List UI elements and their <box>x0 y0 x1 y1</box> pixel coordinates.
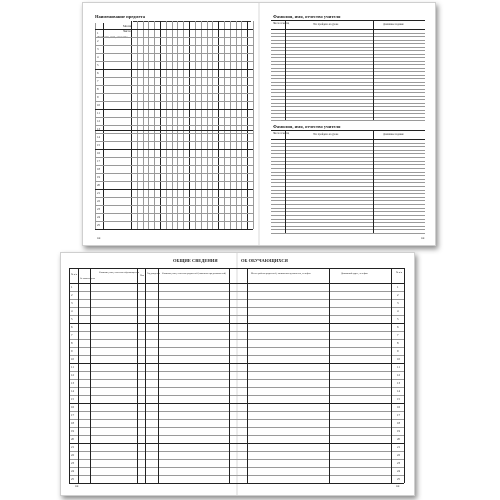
row-number: 24 <box>397 468 400 473</box>
grid-hline <box>271 43 425 44</box>
row-number: 9 <box>97 94 99 99</box>
row-number: 19 <box>71 428 74 433</box>
table-top <box>271 20 425 21</box>
row-number: 21 <box>97 190 100 195</box>
home-address-header: Домашний адрес, телефон <box>341 272 368 275</box>
row-number: 14 <box>71 388 74 393</box>
page-number-right: xx <box>421 236 425 240</box>
page-number-left: xx <box>75 484 79 488</box>
grid-hline <box>69 435 404 436</box>
grid-hline <box>95 149 253 150</box>
grid-split <box>95 126 253 131</box>
grid-hline <box>271 50 425 51</box>
row-number: 17 <box>397 412 400 417</box>
table-column-border <box>137 268 138 483</box>
grid-vline <box>253 21 254 229</box>
grid-hline <box>271 75 425 76</box>
grid-hline <box>95 141 253 142</box>
grid-hline <box>271 219 425 220</box>
grid-hline <box>271 175 425 176</box>
grid-hline <box>271 117 425 118</box>
row-number: 17 <box>71 412 74 417</box>
table-column-border <box>158 268 159 483</box>
grid-hline <box>95 101 253 102</box>
row-number: 9 <box>397 348 399 353</box>
grid-hline <box>95 133 253 134</box>
row-number: 19 <box>397 428 400 433</box>
row-number: 9 <box>71 348 73 353</box>
grid-hline <box>95 77 253 78</box>
row-number: 8 <box>71 340 73 345</box>
row-number: 1 <box>97 30 99 35</box>
table-column-border <box>229 268 230 483</box>
grid-hline <box>271 33 425 34</box>
row-number: 23 <box>97 206 100 211</box>
grid-hline <box>271 197 425 198</box>
row-number: 21 <box>71 444 74 449</box>
row-number: 11 <box>397 364 400 369</box>
teacher-title-2: Фамилия, имя, отчество учителя <box>273 124 341 129</box>
row-number: 10 <box>71 356 74 361</box>
row-number: 22 <box>97 198 100 203</box>
row-number: 7 <box>97 78 99 83</box>
grid-hline <box>271 57 425 58</box>
row-number: 24 <box>71 468 74 473</box>
row-number: 5 <box>97 62 99 67</box>
grid-hline <box>95 29 253 30</box>
grid-hline <box>95 109 253 110</box>
row-number: 24 <box>97 214 100 219</box>
row-number: 15 <box>97 142 100 147</box>
grid-hline <box>95 157 253 158</box>
grid-hline <box>271 193 425 194</box>
row-number: 13 <box>397 380 400 385</box>
row-number: 6 <box>97 70 99 75</box>
row-number: 8 <box>97 86 99 91</box>
row-number: 3 <box>397 300 399 305</box>
grid-hline <box>271 172 425 173</box>
table-column-border <box>69 268 70 483</box>
grid-hline <box>271 229 425 230</box>
grid-hline <box>69 339 404 340</box>
grid-hline <box>95 37 253 38</box>
row-number: 22 <box>71 452 74 457</box>
row-number: 21 <box>397 444 400 449</box>
row-number: 12 <box>397 372 400 377</box>
date-column-border <box>285 130 286 233</box>
table-column-border <box>391 268 392 483</box>
row-number: 25 <box>97 222 100 227</box>
row-number: 19 <box>97 174 100 179</box>
grid-hline <box>271 106 425 107</box>
row-number: 14 <box>397 388 400 393</box>
grid-hline <box>271 78 425 79</box>
row-number: 2 <box>397 292 399 297</box>
row-number: 16 <box>97 150 100 155</box>
grid-hline <box>69 291 404 292</box>
grid-hline <box>95 117 253 118</box>
subject-underline <box>133 21 251 22</box>
grid-hline <box>95 205 253 206</box>
row-number: 20 <box>71 436 74 441</box>
grid-hline <box>69 419 404 420</box>
grid-hline <box>69 427 404 428</box>
grid-hline <box>95 197 253 198</box>
grid-hline <box>95 181 253 182</box>
grid-hline <box>95 85 253 86</box>
grid-hline <box>271 120 425 121</box>
row-number: 4 <box>71 308 73 313</box>
row-number: 16 <box>397 404 400 409</box>
grid-hline <box>271 99 425 100</box>
grid-hline <box>271 211 425 212</box>
table-header-bottom <box>271 139 425 140</box>
grid-hline <box>69 315 404 316</box>
row-number: 2 <box>97 38 99 43</box>
grid-hline <box>95 213 253 214</box>
grid-hline <box>69 307 404 308</box>
grid-hline <box>271 168 425 169</box>
grid-hline <box>271 146 425 147</box>
grid-hline <box>271 40 425 41</box>
page-number-left: xx <box>97 236 101 240</box>
grid-hline <box>271 186 425 187</box>
grid-hline <box>69 347 404 348</box>
homework-column-header-2: Домашнее задание <box>383 133 404 136</box>
gender-header: Пол <box>140 274 145 277</box>
table-header-bottom <box>271 29 425 30</box>
page-number-right: xx <box>396 484 400 488</box>
grid-hline <box>271 96 425 97</box>
journal-spread-bottom <box>60 252 415 496</box>
grid-hline <box>95 45 253 46</box>
table-column-border <box>404 268 405 483</box>
grid-hline <box>271 182 425 183</box>
grid-hline <box>271 226 425 227</box>
grid-hline <box>69 363 404 364</box>
grid-hline <box>271 200 425 201</box>
grid-hline <box>271 36 425 37</box>
row-number: 13 <box>97 126 100 131</box>
grid-hline <box>69 451 404 452</box>
table-header-bottom <box>69 283 404 284</box>
row-number: 4 <box>397 308 399 313</box>
row-number: 18 <box>71 420 74 425</box>
topic-column-border <box>373 130 374 233</box>
row-number: 1 <box>71 284 73 289</box>
grid-hline <box>69 387 404 388</box>
grid-hline <box>69 475 404 476</box>
row-number: 25 <box>397 476 400 481</box>
general-info-title: ОБЩИЕ СВЕДЕНИЯ <box>173 258 218 263</box>
row-number: 11 <box>71 364 74 369</box>
grid-hline <box>271 113 425 114</box>
topic-column-border <box>373 20 374 120</box>
grid-hline <box>95 221 253 222</box>
row-number: 8 <box>397 340 399 345</box>
grid-hline <box>271 233 425 234</box>
table-column-border <box>78 268 79 483</box>
table-column-border <box>329 268 330 483</box>
row-number: 5 <box>71 316 73 321</box>
homework-column-header-1: Домашнее задание <box>383 23 404 26</box>
row-number: 18 <box>97 166 100 171</box>
grid-hline <box>69 395 404 396</box>
grid-hline <box>95 125 253 126</box>
row-number: 13 <box>71 380 74 385</box>
row-number-header: № п/п <box>71 273 78 276</box>
row-number: 2 <box>71 292 73 297</box>
table-top <box>271 130 425 131</box>
grid-hline <box>271 208 425 209</box>
table-column-border <box>247 268 248 483</box>
row-number: 11 <box>97 110 100 115</box>
row-number: 16 <box>71 404 74 409</box>
row-number: 18 <box>397 420 400 425</box>
grid-hline <box>271 150 425 151</box>
row-number-header-right: № п/п <box>396 271 403 274</box>
grid-hline <box>69 379 404 380</box>
grid-hline <box>69 411 404 412</box>
date-header: Число <box>123 29 131 33</box>
grid-hline <box>95 189 253 190</box>
grid-hline <box>69 467 404 468</box>
row-number: 23 <box>397 460 400 465</box>
grid-hline <box>271 222 425 223</box>
grid-hline <box>271 143 425 144</box>
journal-spread-top <box>82 2 436 246</box>
parents-header: Фамилия, имя, отчество родителей (законных представителей) <box>162 272 226 275</box>
row-number: 20 <box>397 436 400 441</box>
month-header: Месяц <box>123 24 132 28</box>
grid-hline <box>271 110 425 111</box>
row-number: 10 <box>397 356 400 361</box>
grid-hline <box>271 164 425 165</box>
grid-hline <box>271 190 425 191</box>
grid-hline <box>271 68 425 69</box>
page-fold <box>258 3 260 245</box>
grid-hline <box>69 299 404 300</box>
subject-title: Наименование предмета <box>95 14 146 19</box>
row-number: 12 <box>97 118 100 123</box>
student-name-header: Фамилия, имя, отчество обучающегося <box>99 271 139 274</box>
grid-hline <box>69 459 404 460</box>
topic-column-header-2: Что пройдено на уроке <box>313 133 339 136</box>
grid-hline <box>271 204 425 205</box>
row-number: 1 <box>397 284 399 289</box>
parents-work-header: Место работы родителей, занимаемая должность, телефон <box>251 272 311 275</box>
grid-hline <box>95 165 253 166</box>
row-number: 10 <box>97 102 100 107</box>
date-column-header-2: Число и месяц <box>273 132 290 135</box>
grid-hline <box>271 71 425 72</box>
grid-hline <box>95 69 253 70</box>
row-number: 20 <box>97 182 100 187</box>
grid-hline <box>95 53 253 54</box>
grid-hline <box>271 61 425 62</box>
row-number: 5 <box>397 316 399 321</box>
student-name-header: Фамилия, имя, отчество <box>97 35 128 39</box>
row-number: 25 <box>71 476 74 481</box>
row-number: 7 <box>71 332 73 337</box>
grid-hline <box>69 355 404 356</box>
grid-hline <box>271 179 425 180</box>
grid-hline <box>271 103 425 104</box>
table-column-border <box>145 268 146 483</box>
grid-hline <box>271 82 425 83</box>
grid-hline <box>271 64 425 65</box>
grid-hline <box>69 443 404 444</box>
grid-hline <box>69 403 404 404</box>
grid-hline <box>271 47 425 48</box>
grid-hline <box>95 173 253 174</box>
record-number-header: № личного дела <box>80 278 95 280</box>
row-number: 3 <box>71 300 73 305</box>
row-number: 4 <box>97 54 99 59</box>
row-number: 12 <box>71 372 74 377</box>
row-number: 7 <box>397 332 399 337</box>
teacher-title-1: Фамилия, имя, отчество учителя <box>273 14 341 19</box>
grid-hline <box>271 89 425 90</box>
grid-hline <box>271 92 425 93</box>
grid-hline <box>69 371 404 372</box>
grid-hline <box>271 157 425 158</box>
grid-hline <box>95 93 253 94</box>
grid-hline <box>271 153 425 154</box>
birth-year-header: Год рождения <box>147 273 160 275</box>
row-number: 6 <box>397 324 399 329</box>
row-number: 15 <box>397 396 400 401</box>
grid-hline <box>69 331 404 332</box>
grid-hline <box>95 229 253 230</box>
grid-hline <box>271 215 425 216</box>
students-title: ОБ ОБУЧАЮЩИХСЯ <box>241 258 288 263</box>
grid-hline <box>271 85 425 86</box>
row-number: 6 <box>71 324 73 329</box>
grid-hline <box>69 323 404 324</box>
row-number: 15 <box>71 396 74 401</box>
date-column-border <box>285 20 286 120</box>
topic-column-header-1: Что пройдено на уроке <box>313 23 339 26</box>
row-number: 22 <box>397 452 400 457</box>
grid-hline <box>271 161 425 162</box>
row-number: 14 <box>97 134 100 139</box>
table-column-border <box>90 268 91 483</box>
row-number: 23 <box>71 460 74 465</box>
row-number: 3 <box>97 46 99 51</box>
date-column-header-1: Число и месяц <box>273 22 290 25</box>
grid-hline <box>95 61 253 62</box>
table-top <box>69 268 404 269</box>
grid-hline <box>69 483 404 484</box>
grid-hline <box>271 54 425 55</box>
row-number: 17 <box>97 158 100 163</box>
